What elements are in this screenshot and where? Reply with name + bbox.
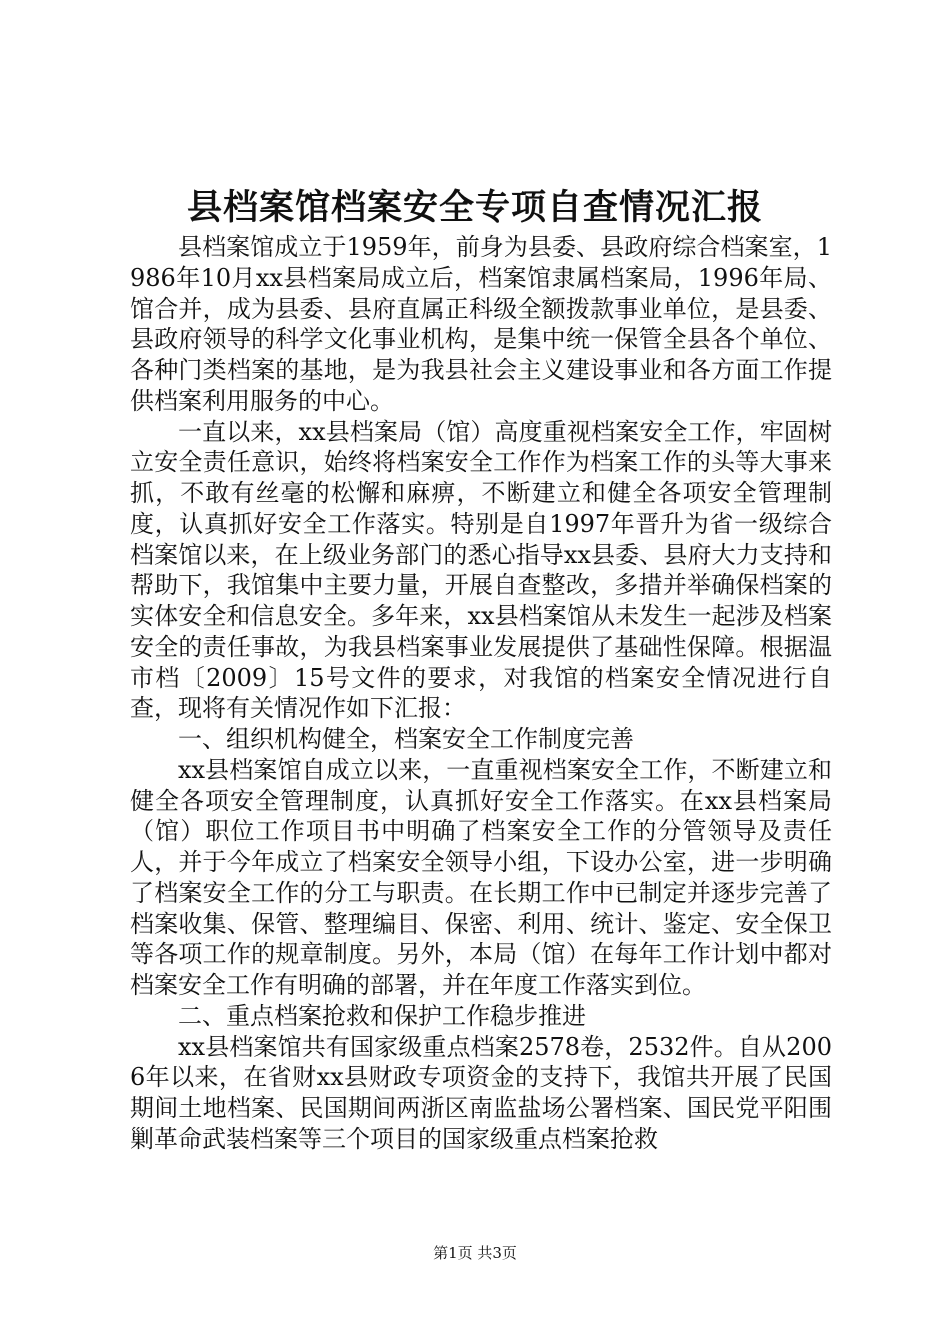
paragraph-section-1: xx县档案馆自成立以来，一直重视档案安全工作，不断建立和健全各项安全管理制度，认真抓好安全工作落实。在xx县档案局（馆）职位工作项目书中明确了档案安全工作的分管领导及责任人，并于今年成立了档案安全领导小组，下设办公室，进一步明确了档案安全工作的分工与职责。在长期工作中已制定并逐步完善了档案收集、保管、整理编目、保密、利用、统计、鉴定、安全保卫等各项工作的规章制度。另外，本局（馆）在每年工作计划中都对档案安全工作有明确的部署，并在年度工作落实到位。 <box>130 755 832 999</box>
page-number-footer: 第1页 共3页 <box>433 1244 517 1262</box>
document-title: 县档案馆档案安全专项自查情况汇报 <box>186 187 763 228</box>
paragraph-introduction: 县档案馆成立于1959年，前身为县委、县政府综合档案室，1986年10月xx县档案局成立后，档案馆隶属档案局，1996年局、馆合并，成为县委、县府直属正科级全额拨款事业单位，是县委、县政府领导的科学文化事业机构，是集中统一保管全县各个单位、各种门类档案的基地，是为我县社会主义建设事业和各方面工作提供档案利用服务的中心。 <box>130 233 832 415</box>
paragraph-section-2: xx县档案馆共有国家级重点档案2578卷，2532件。自从2006年以来，在省财xx县财政专项资金的支持下，我馆共开展了民国期间土地档案、民国期间两浙区南监盐场公署档案、国民党平阳围剿革命武装档案等三个项目的国家级重点档案抢救 <box>130 1032 832 1153</box>
document-body <box>130 232 832 1155</box>
paragraph-overview: 一直以来，xx县档案局（馆）高度重视档案安全工作，牢固树立安全责任意识，始终将档案安全工作作为档案工作的头等大事来抓，不敢有丝毫的松懈和麻痹，不断建立和健全各项安全管理制度，认真抓好安全工作落实。特别是自1997年晋升为省一级综合档案馆以来，在上级业务部门的悉心指导xx县委、县府大力支持和帮助下，我馆集中主要力量，开展自查整改，多措并举确保档案的实体安全和信息安全。多年来，xx县档案馆从未发生一起涉及档案安全的责任事故，为我县档案事业发展提供了基础性保障。根据温市档〔2009〕15号文件的要求，对我馆的档案安全情况进行自查，现将有关情况作如下汇报： <box>130 417 832 723</box>
section-heading-1: 一、组织机构健全，档案安全工作制度完善 <box>178 725 634 753</box>
section-heading-2: 二、重点档案抢救和保护工作稳步推进 <box>178 1001 586 1030</box>
